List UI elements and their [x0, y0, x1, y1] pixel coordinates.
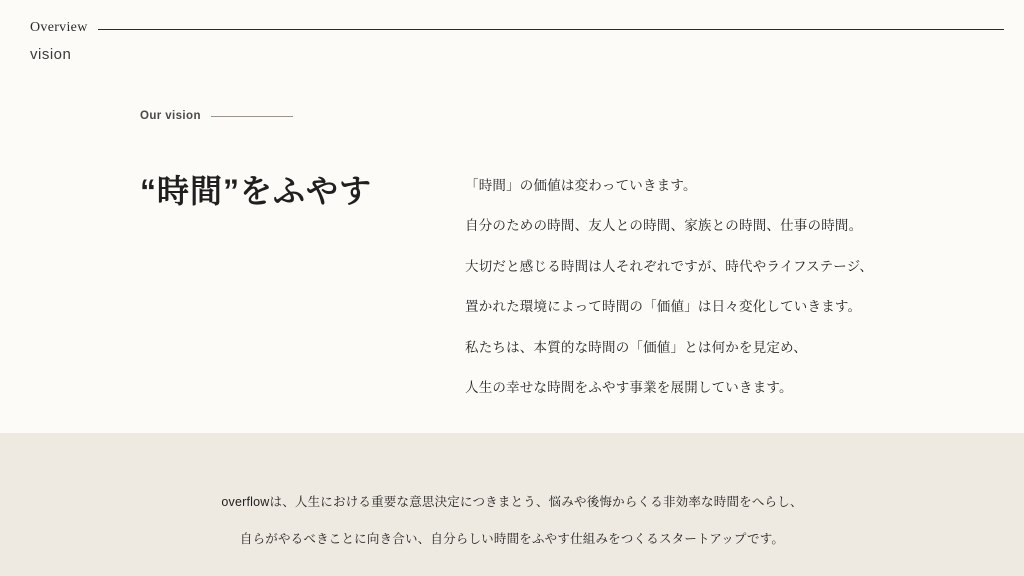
headline-column [140, 150, 465, 210]
eyebrow-label: Our vision [140, 110, 201, 122]
body-line: 人生の幸せな時間をふやす事業を展開していきます。 [465, 380, 793, 396]
body-line: 大切だと感じる時間は人それぞれですが、時代やライフステージ、 [465, 258, 874, 274]
body-line: 「時間」の価値は変わっていきます。 [465, 177, 697, 193]
footer-band [0, 433, 1024, 576]
footer-line: 自らがやるべきことに向き合い、自分らしい時間をふやす仕組みをつくるスタートアップです。 [239, 532, 785, 547]
eyebrow [140, 110, 964, 122]
body-line: 置かれた環境によって時間の「価値」は日々変化していきます。 [465, 299, 862, 315]
footer-text-block [0, 480, 1024, 549]
footer-line: overflowは、人生における重要な意思決定につきまとう、悩みや後悔からくる非効率な時間をへらし、 [221, 494, 803, 509]
body-column [465, 150, 964, 398]
headline: “時間”をふやす [140, 173, 373, 209]
slide-content [140, 110, 964, 398]
body-line: 自分のための時間、友人との時間、家族との時間、仕事の時間。 [465, 218, 863, 234]
content-columns [140, 150, 964, 398]
body-line: 私たちは、本質的な時間の「価値」とは何かを見定め、 [465, 339, 807, 355]
page-title: vision [30, 46, 72, 63]
slide-header [30, 20, 1004, 36]
header-divider [98, 29, 1004, 30]
eyebrow-divider [211, 116, 293, 117]
header-label: Overview [30, 20, 88, 35]
